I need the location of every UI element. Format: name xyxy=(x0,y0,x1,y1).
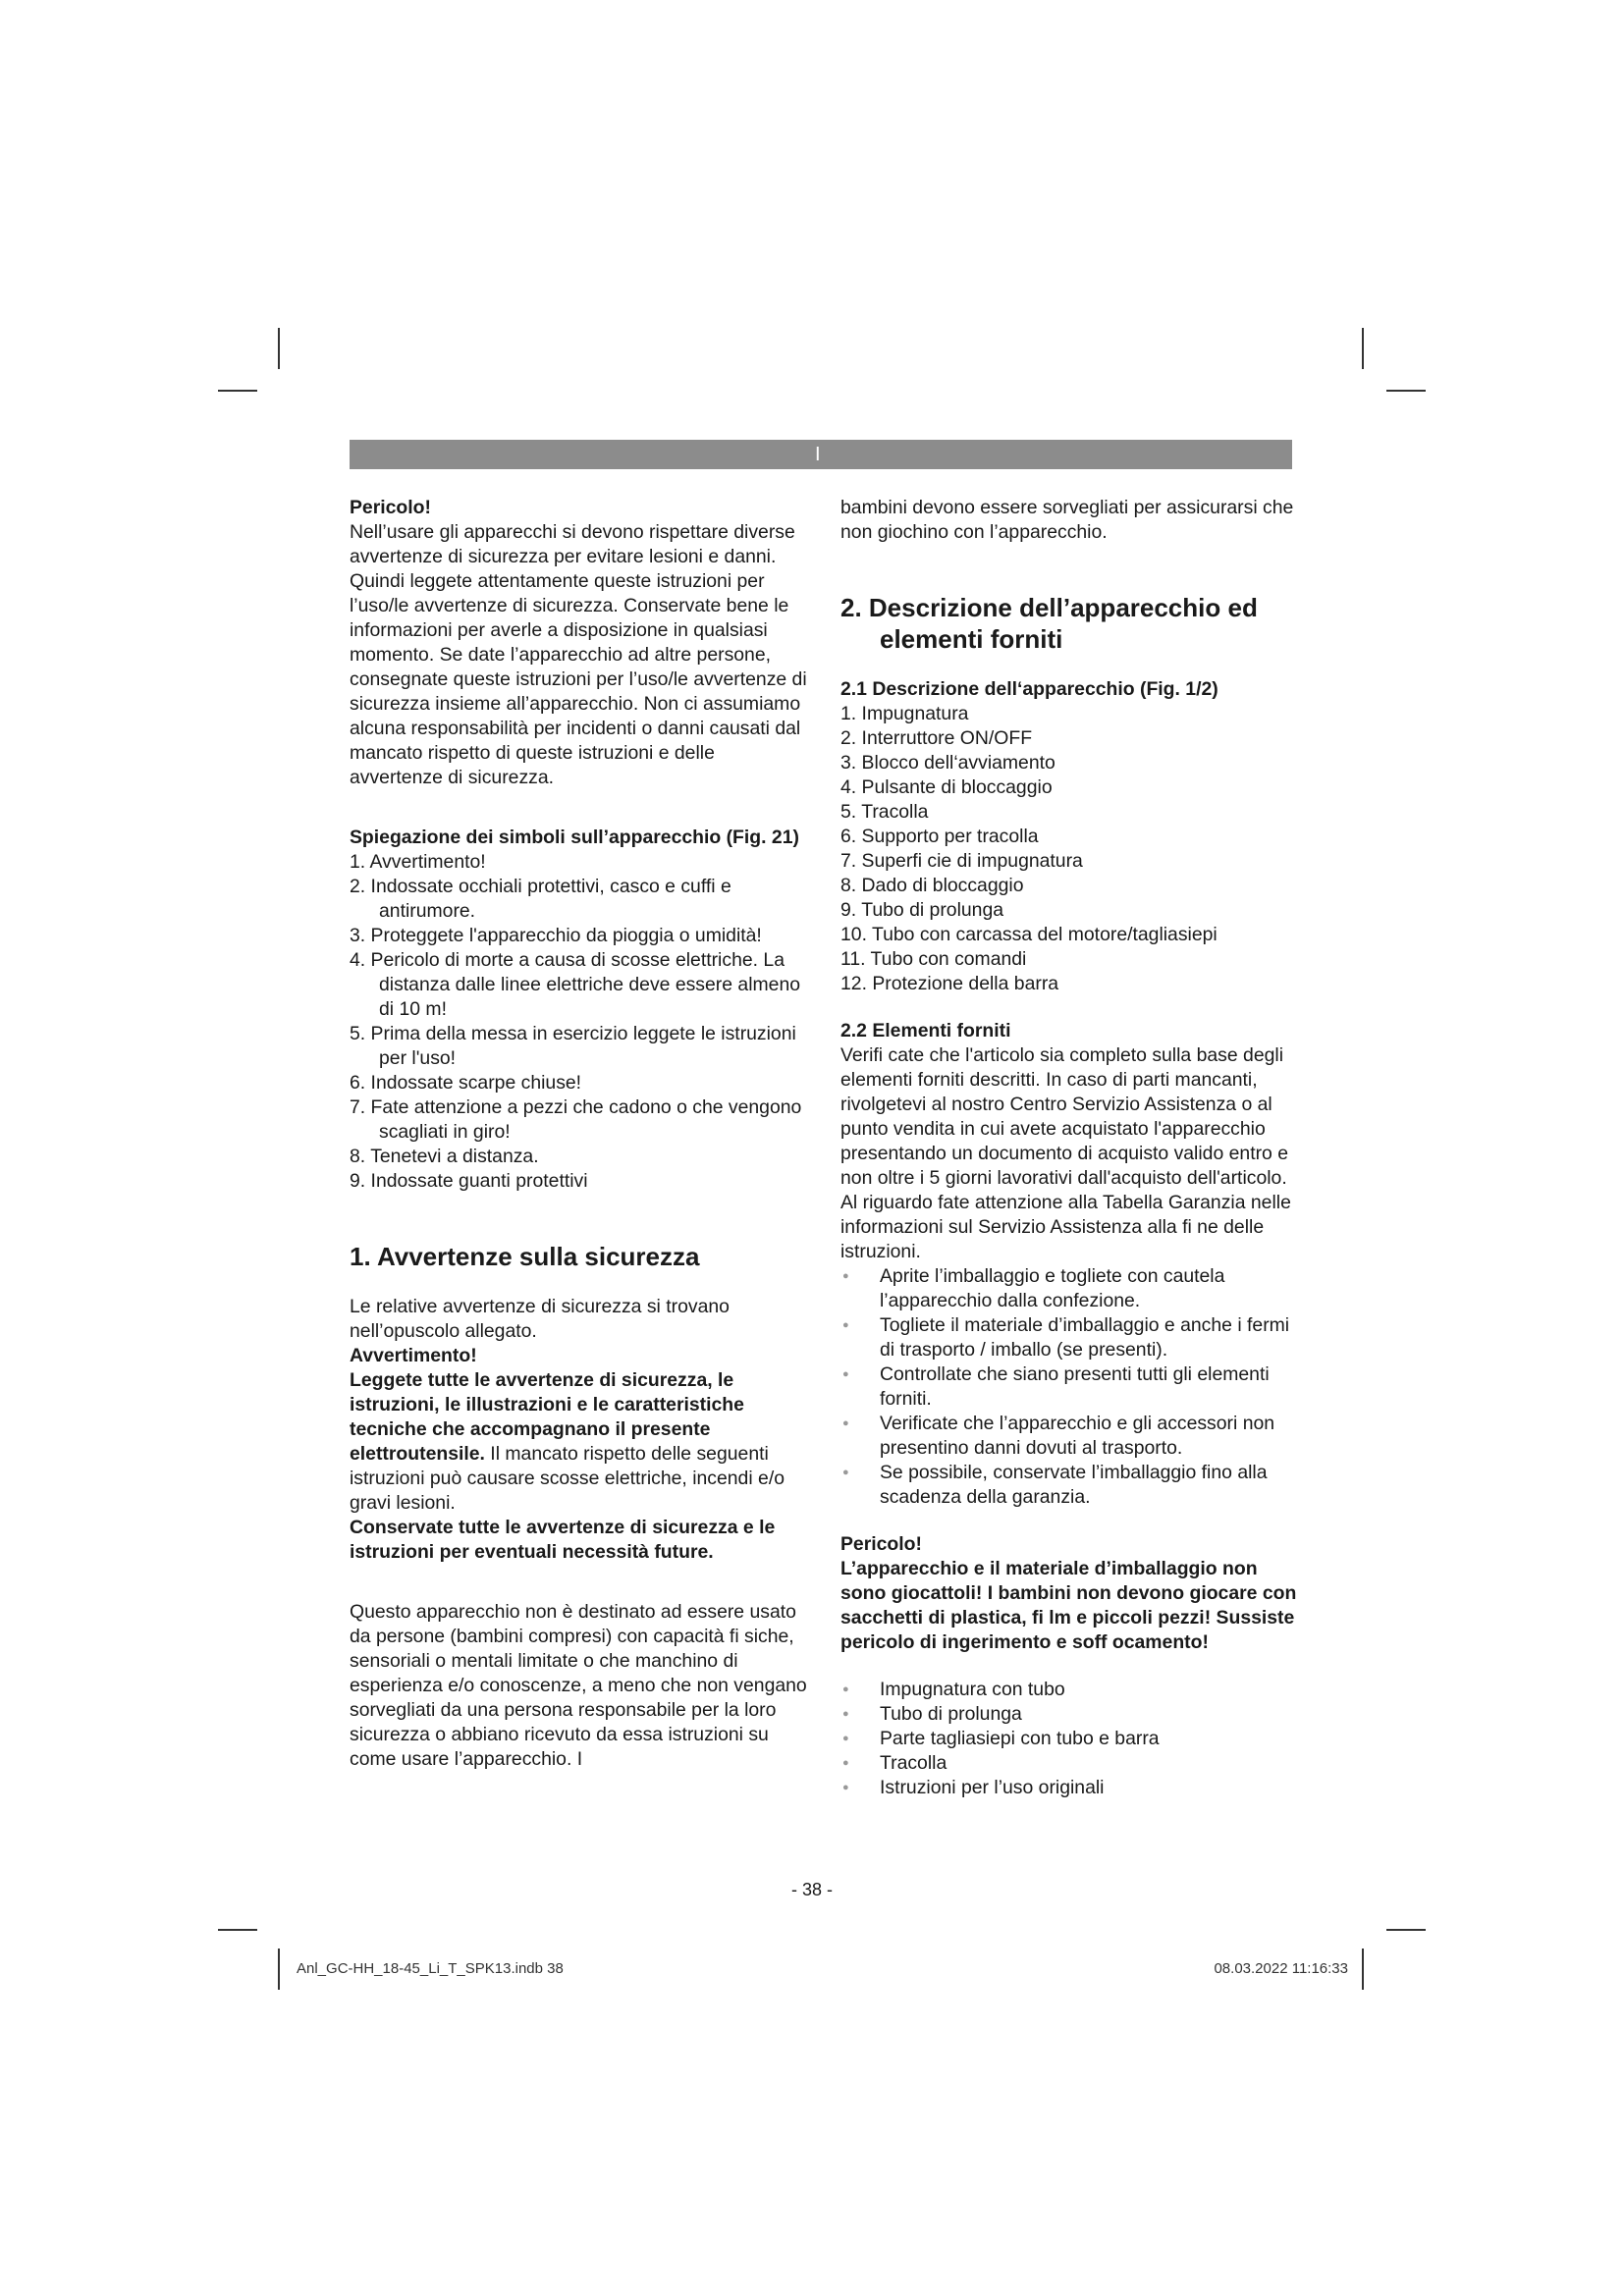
list-item: 5. Tracolla xyxy=(840,801,929,823)
package-contents-list xyxy=(840,1678,1300,1800)
right-column xyxy=(840,496,1300,1800)
left-column xyxy=(350,496,809,1772)
page-number: - 38 - xyxy=(790,1880,833,1899)
crop-mark-bottom-right-vertical xyxy=(1362,1949,1364,1990)
list-item: ● Tubo di prolunga xyxy=(840,1702,1300,1727)
list-item: 7. Superfi cie di impugnatura xyxy=(840,850,1083,872)
section-1-title: 1. Avvertenze sulla sicurezza xyxy=(350,1242,700,1271)
list-item: 4. Pulsante di bloccaggio xyxy=(840,776,1053,798)
danger-text: Nell’usare gli apparecchi si devono rispettare diverse avvertenze di sicurezza per evitare lesioni e danni. Quindi leggete attentamente queste istruzioni per l’uso/le avvertenze di sicurezza. Conservate bene le informazioni per averle a disposizione in qualsiasi momento. Se date l’apparecchio ad altre persone, consegnate queste istruzioni per l’uso/le avvertenze di sicurezza insieme all’apparecchio. Non ci assumiamo alcuna responsabilità per incidenti o danni causati dal mancato rispetto di queste istruzioni e delle avvertenze di sicurezza. xyxy=(350,521,807,788)
section-1-intro: Le relative avvertenze di sicurezza si trovano nell’opuscolo allegato. xyxy=(350,1296,730,1342)
symbols-list xyxy=(350,850,809,1194)
danger-2-title: Pericolo! xyxy=(840,1533,922,1555)
section-2-2-title: 2.2 Elementi forniti xyxy=(840,1020,1011,1041)
list-item: 2. Interruttore ON/OFF xyxy=(840,727,1033,749)
list-item: ● Se possibile, conservate l’imballaggio fino alla scadenza della garanzia. xyxy=(840,1461,1300,1510)
list-item: ● Verificate che l’apparecchio e gli accessori non presentino danni dovuti al trasporto. xyxy=(840,1412,1300,1461)
list-item: ● Istruzioni per l’uso originali xyxy=(840,1776,1300,1800)
list-item: ● Tracolla xyxy=(840,1751,1300,1776)
section-letter: I xyxy=(815,444,821,465)
list-item: ● Togliete il materiale d’imballaggio e anche i fermi di trasporto / imballo (se presenti). xyxy=(840,1313,1300,1362)
warning-label: Avvertimento! xyxy=(350,1345,477,1366)
warning-normal-text: Il mancato rispetto delle seguenti istruzioni può causare scosse elettriche, incendi e/o gravi lesioni. xyxy=(350,1443,785,1514)
section-2-title: 2. Descrizione dell’apparecchio ed elementi forniti xyxy=(840,593,1258,654)
crop-mark-top-left-vertical xyxy=(278,328,280,369)
warning-paragraph xyxy=(350,1368,809,1516)
list-item: 1. Avvertimento! xyxy=(350,851,486,873)
list-item: 9. Tubo di prolunga xyxy=(840,899,1004,921)
crop-mark-top-left-horizontal xyxy=(218,390,257,392)
list-item: 2. Indossate occhiali protettivi, casco e cuffi e antirumore. xyxy=(350,876,731,922)
list-item: 1. Impugnatura xyxy=(840,703,969,724)
list-item: 10. Tubo con carcassa del motore/tagliasiepi xyxy=(840,924,1218,945)
print-datetime: 08.03.2022 11:16:33 xyxy=(1214,1960,1348,1977)
file-name: Anl_GC-HH_18-45_Li_T_SPK13.indb 38 xyxy=(297,1960,564,1977)
children-paragraph: Questo apparecchio non è destinato ad essere usato da persone (bambini compresi) con capacità fi siche, sensoriali o mentali limitate o che manchino di esperienza e/o conoscenze, a meno che non vengano sorvegliati da una persona responsabile per la loro sicurezza o abbiano ricevuto da essa istruzioni su come usare l’apparecchio. I xyxy=(350,1601,807,1770)
section-header-bar xyxy=(350,440,1292,469)
list-item: 8. Dado di bloccaggio xyxy=(840,875,1024,896)
list-item: 11. Tubo con comandi xyxy=(840,948,1027,970)
list-item: ● Aprite l’imballaggio e togliete con cautela l’apparecchio dalla confezione. xyxy=(840,1264,1300,1313)
warning-bold-text: Leggete tutte le avvertenze di sicurezza, le istruzioni, le illustrazioni e le caratteristiche tecniche che accompagnano il presente elettroutensile. xyxy=(350,1369,744,1465)
list-item: 6. Indossate scarpe chiuse! xyxy=(350,1072,582,1094)
keep-instructions-text: Conservate tutte le avvertenze di sicurezza e le istruzioni per eventuali necessità future. xyxy=(350,1517,776,1563)
crop-mark-bottom-left-horizontal xyxy=(218,1929,257,1931)
list-item: ● Impugnatura con tubo xyxy=(840,1678,1300,1702)
crop-mark-bottom-right-horizontal xyxy=(1386,1929,1426,1931)
list-item: 4. Pericolo di morte a causa di scosse elettriche. La distanza dalle linee elettriche deve essere almeno di 10 m! xyxy=(350,949,801,1020)
list-item: 3. Proteggete l'apparecchio da pioggia o umidità! xyxy=(350,925,762,946)
list-item: 8. Tenetevi a distanza. xyxy=(350,1146,539,1167)
list-item: ● Parte tagliasiepi con tubo e barra xyxy=(840,1727,1300,1751)
danger-2-text: L’apparecchio e il materiale d’imballaggio non sono giocattoli! I bambini non devono giocare con sacchetti di plastica, fi lm e piccoli pezzi! Sussiste pericolo di ingerimento e soff ocamento! xyxy=(840,1558,1297,1653)
parts-list xyxy=(840,702,1300,996)
list-item: 12. Protezione della barra xyxy=(840,973,1059,994)
list-item: ● Controllate che siano presenti tutti gli elementi forniti. xyxy=(840,1362,1300,1412)
section-2-2-text: Verifi cate che l'articolo sia completo sulla base degli elementi forniti descritti. In caso di parti mancanti, rivolgetevi al nostro Centro Servizio Assistenza o al punto vendita in cui avete acquistato l'apparecchio presentando un documento di acquisto valido entro e non oltre i 5 giorni lavorativi dall'acquisto dell'articolo. Al riguardo fate attenzione alla Tabella Garanzia nelle informazioni sul Servizio Assistenza alla fi ne delle istruzioni. xyxy=(840,1044,1291,1262)
section-2-1-title: 2.1 Descrizione dell‘apparecchio (Fig. 1/2) xyxy=(840,678,1218,700)
crop-mark-bottom-left-vertical xyxy=(278,1949,280,1990)
unpacking-steps-list xyxy=(840,1264,1300,1510)
symbols-title: Spiegazione dei simboli sull’apparecchio (Fig. 21) xyxy=(350,827,799,848)
list-item: 5. Prima della messa in esercizio leggete le istruzioni per l'uso! xyxy=(350,1023,796,1069)
list-item: 9. Indossate guanti protettivi xyxy=(350,1170,588,1192)
crop-mark-top-right-horizontal xyxy=(1386,390,1426,392)
crop-mark-top-right-vertical xyxy=(1362,328,1364,369)
list-item: 3. Blocco dell‘avviamento xyxy=(840,752,1056,774)
list-item: 6. Supporto per tracolla xyxy=(840,826,1039,847)
danger-title: Pericolo! xyxy=(350,497,431,518)
continued-text: bambini devono essere sorvegliati per assicurarsi che non giochino con l’apparecchio. xyxy=(840,497,1294,543)
list-item: 7. Fate attenzione a pezzi che cadono o che vengono scagliati in giro! xyxy=(350,1096,802,1143)
